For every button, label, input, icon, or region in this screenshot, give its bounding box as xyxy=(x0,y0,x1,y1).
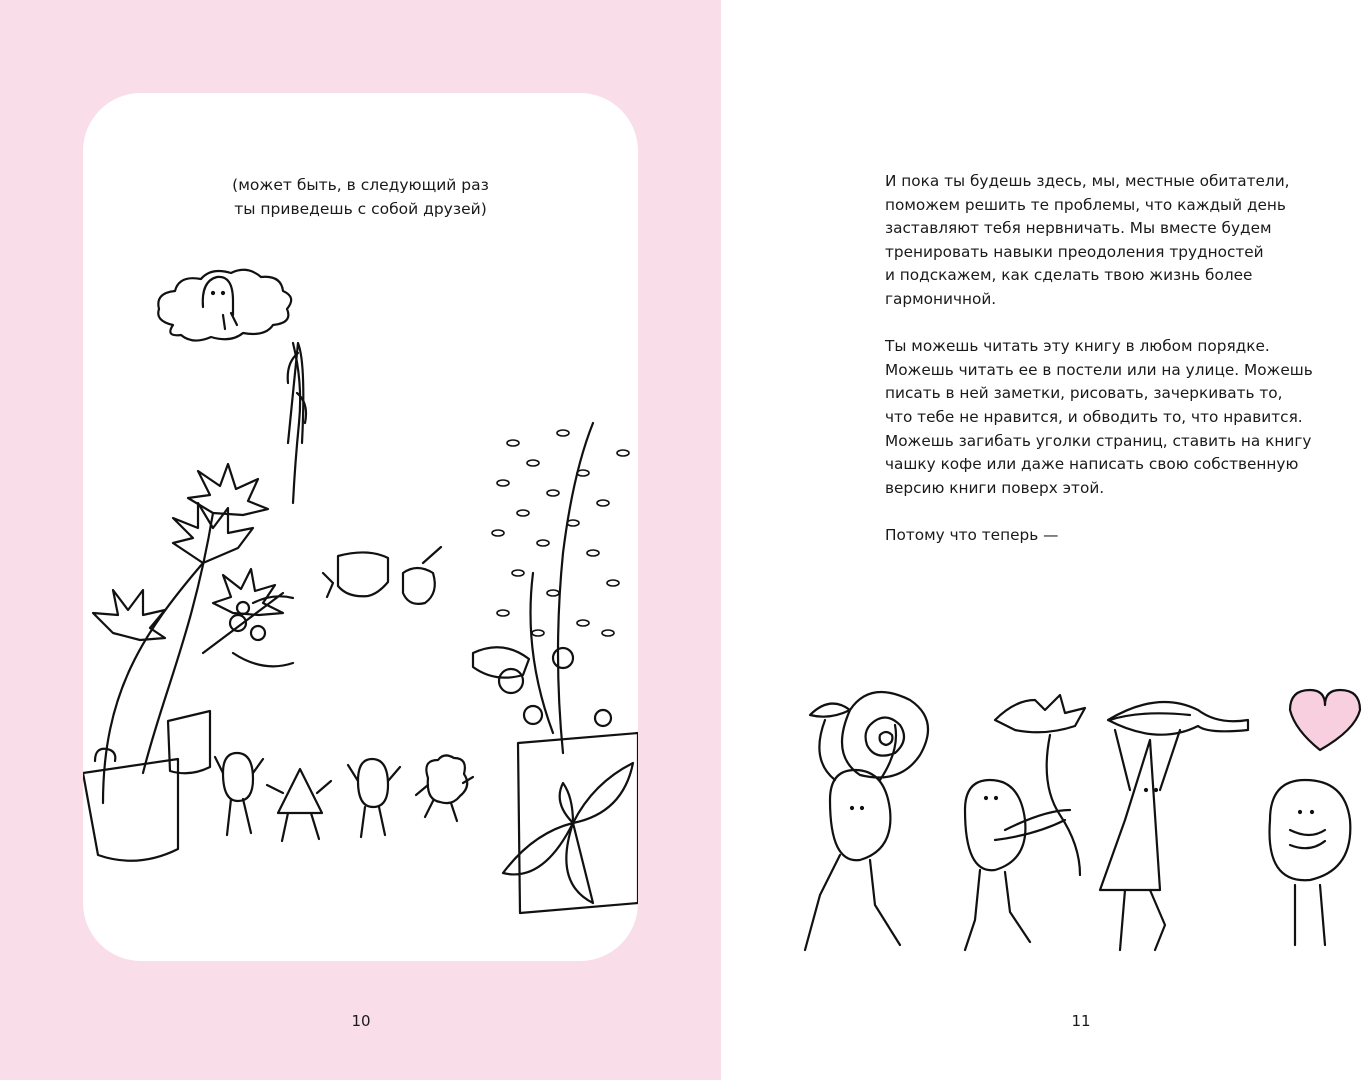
text-line: чашку кофе или даже написать свою собственную xyxy=(885,455,1299,474)
caption-line: ты приведешь с собой друзей) xyxy=(234,200,487,218)
cloud-creature-drawing xyxy=(158,270,291,341)
right-pot-moth-drawing xyxy=(503,733,638,913)
text-line: тренировать навыки преодоления трудностей xyxy=(885,242,1264,261)
text-line: Можешь читать ее в постели или на улице. Можешь xyxy=(885,360,1313,379)
hanging-pots-drawing xyxy=(323,547,529,678)
right-tree-drawing xyxy=(492,423,629,753)
heart-character-drawing xyxy=(1270,690,1361,945)
dancing-creatures-drawing xyxy=(215,753,473,841)
garden-illustration xyxy=(83,93,638,961)
rose-character-drawing xyxy=(805,692,928,950)
left-pots-drawing xyxy=(83,711,210,861)
text-line: версию книги поверх этой. xyxy=(885,478,1105,497)
body-text xyxy=(885,170,1313,571)
page-number-left: 10 xyxy=(351,1012,371,1030)
flower-character-drawing xyxy=(965,695,1085,950)
leaf-character-drawing xyxy=(1100,702,1248,950)
text-line: И пока ты будешь здесь, мы, местные обитатели, xyxy=(885,172,1290,190)
text-line: Ты можешь читать эту книгу в любом порядке. xyxy=(885,337,1270,356)
text-line: гармоничной. xyxy=(885,289,997,308)
text-line: писать в ней заметки, рисовать, зачеркивать то, xyxy=(885,384,1283,403)
paragraph xyxy=(885,170,1305,312)
caption-line: (может быть, в следующий раз xyxy=(232,176,489,194)
text-line: Можешь загибать уголки страниц, ставить на книгу xyxy=(885,431,1312,450)
characters-illustration xyxy=(790,680,1365,969)
paragraph xyxy=(885,524,1305,548)
text-line: поможем решить те проблемы, что каждый день xyxy=(885,195,1286,214)
illustration-card xyxy=(83,93,638,961)
text-line: заставляют тебя нервничать. Мы вместе будем xyxy=(885,219,1272,238)
text-line: что тебе не нравится, и обводить то, что нравится. xyxy=(885,407,1303,426)
text-line: Потому что теперь — xyxy=(885,525,1059,544)
heart-icon xyxy=(1290,690,1360,750)
left-plants-drawing xyxy=(93,343,306,803)
page-number-right: 11 xyxy=(1071,1012,1091,1030)
text-line: и подскажем, как сделать твою жизнь более xyxy=(885,266,1253,285)
paragraph xyxy=(885,335,1313,500)
